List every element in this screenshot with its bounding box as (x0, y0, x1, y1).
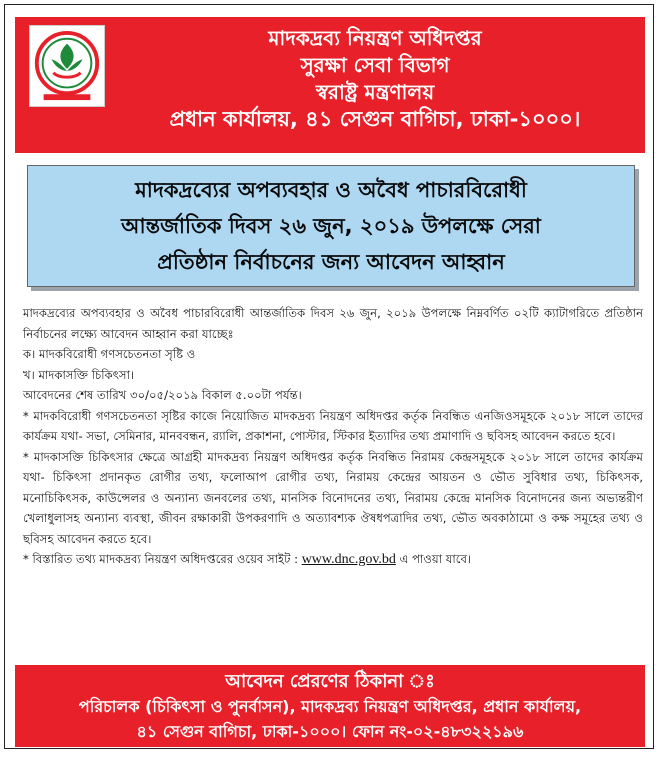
website-suffix: এ পাওয়া যাবে। (399, 552, 472, 566)
notice-title (27, 165, 635, 287)
notice-body (23, 303, 643, 571)
note-awareness: * মাদকবিরোধী গণসচেতনতা সৃষ্টির কাজে নিয়োজিত মাদকদ্রব্য নিয়ন্ত্রণ অধিদপ্তর কর্তৃক নিবন্ধিত এনজিওসমূহকে ২০১৮ সালে তাদের কার্যক্রম যথা- সভা, সেমিনার, মানববন্ধন, র‍্যালি, প্রকাশনা, পোস্টার, স্টিকার ইত্যাদির তথ্য প্রমাণাদি ও ছবিসহ আবেদন করতে হবে। (23, 408, 643, 443)
advertisement-frame (4, 4, 654, 749)
office-address: প্রধান কার্যালয়, ৪১ সেগুন বাগিচা, ঢাকা-১০০০। (169, 107, 581, 131)
website-prefix: * বিস্তারিত তথ্য মাদকদ্রব্য নিয়ন্ত্রণ অধিদপ্তরের ওয়েব সাইট : (23, 552, 298, 566)
header-banner (15, 17, 645, 153)
category-kha: খ। মাদকাসক্তি চিকিৎসা। (23, 367, 135, 382)
address-heading: আবেদন প্রেরণের ঠিকানা ঃ (225, 671, 435, 692)
note-website (23, 549, 643, 571)
title-line-2: আন্তর্জাতিক দিবস ২৬ জুন, ২০১৯ উপলক্ষে সেরা (121, 214, 541, 238)
website-link[interactable]: www.dnc.gov.bd (301, 552, 396, 567)
note-treatment: * মাদকাসক্তি চিকিৎসার ক্ষেত্রে আগ্রহী মাদকদ্রব্য নিয়ন্ত্রণ অধিদপ্তর কর্তৃক নিবন্ধিত নিরাময় কেন্দ্রসমূহকে ২০১৮ সালে তাদের কার্যক্রম যথা- চিকিৎসা প্রদানকৃত রোগীর তথ্য, ফলোআপ রোগীর তথ্য, নিরাময় কেন্দ্রের আয়তন ও ভৌত সুবিধার তথ্য, চিকিৎসক, মনোচিকিৎসক, কাউন্সেলর ও অন্যান্য জনবলের তথ্য, মানসিক বিনোদনের তথ্য, নিরাময় কেন্দ্রে মানসিক বিনোদনের জন্য অভ্যন্তরীণ খেলাধুলাসহ অন্যান্য ব্যবস্থা, জীবন রক্ষাকারী উপকরণাদি ও অত্যাবশ্যক ঔষধপত্রাদির তথ্য, ভৌত অবকাঠামো ও কক্ষ সমূহের তথ্য ও ছবিসহ আবেদন করতে হবে। (23, 449, 643, 546)
address-recipient: পরিচালক (চিকিৎসা ও পুনর্বাসন), মাদকদ্রব্য নিয়ন্ত্রণ অধিদপ্তর, প্রধান কার্যালয়, (78, 697, 582, 716)
department-logo (29, 25, 105, 107)
intro-paragraph: মাদকদ্রব্যের অপব্যবহার ও অবৈধ পাচারবিরোধী আন্তর্জাতিক দিবস ২৬ জুন, ২০১৯ উপলক্ষে নিম্নবর্ণিত ০২টি ক্যাটাগরিতে প্রতিষ্ঠান নির্বাচনের লক্ষ্যে আবেদন আহ্বান করা যাচ্ছেঃ (23, 306, 643, 341)
title-line-3: প্রতিষ্ঠান নির্বাচনের জন্য আবেদন আহ্বান (157, 250, 505, 274)
category-ka: ক। মাদকবিরোধী গণসচেতনতা সৃষ্টি ও (23, 347, 196, 361)
footer-banner (15, 665, 645, 747)
address-phone: ৪১ সেগুন বাগিচা, ঢাকা-১০০০। ফোন নং-০২-৪৮৩২২১৯৬ (136, 722, 524, 741)
deadline-text: আবেদনের শেষ তারিখ ৩০/০৫/২০১৯ বিকাল ৫.০০টা পর্যন্ত। (23, 388, 302, 402)
department-name: মাদকদ্রব্য নিয়ন্ত্রণ অধিদপ্তর (268, 26, 482, 50)
division-name: সুরক্ষা সেবা বিভাগ (300, 53, 450, 77)
title-line-1: মাদকদ্রব্যের অপব্যবহার ও অবৈধ পাচারবিরোধী (135, 178, 527, 202)
ministry-name: স্বরাষ্ট্র মন্ত্রণালয় (315, 80, 435, 104)
emblem-icon (30, 26, 104, 106)
